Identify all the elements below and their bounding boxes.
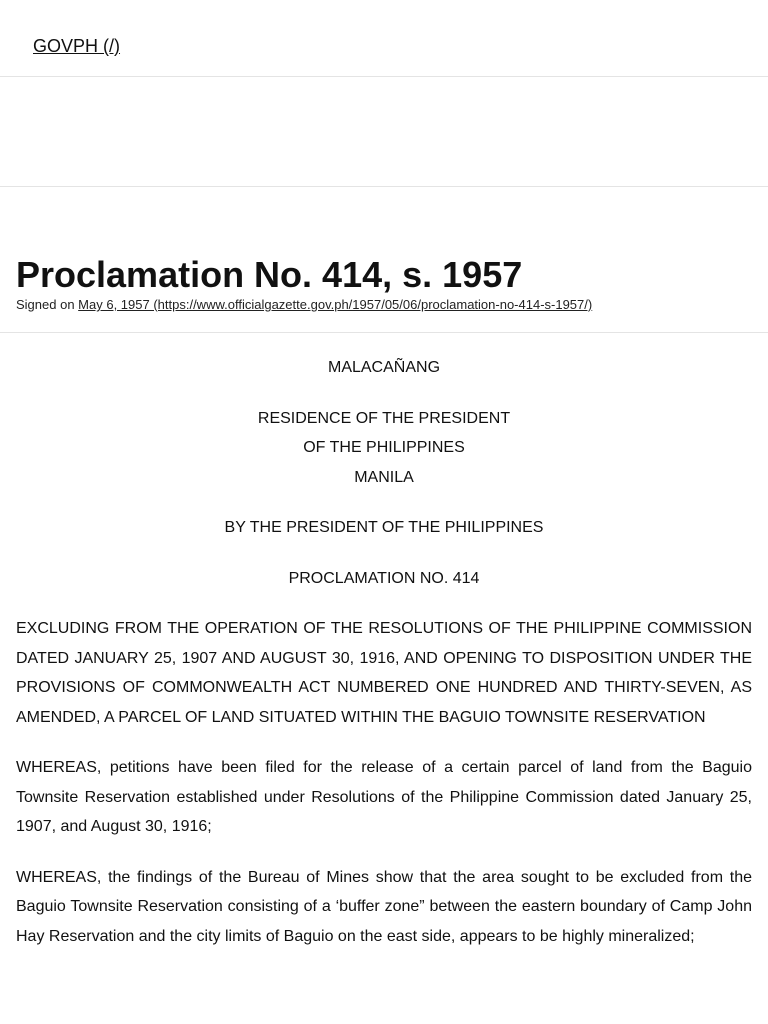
title-block (0, 187, 768, 333)
signed-date (16, 297, 752, 313)
malacanang-text: MALACAÑANG (327, 359, 441, 376)
malacanang-heading (16, 353, 752, 383)
residence-line-3: MANILA (354, 468, 414, 486)
top-bar (0, 0, 768, 77)
proclamation-number-text: PROCLAMATION NO. 414 (288, 569, 480, 587)
document-body (0, 333, 768, 951)
signed-prefix: Signed on (16, 297, 79, 312)
signed-date-link[interactable]: May 6, 1957 (https://www.officialgazette.gov.ph/1957/05/06/proclamation-no-414-s-1957/) (78, 297, 593, 312)
whereas-paragraph-2: WHEREAS, the findings of the Bureau of Mines show that the area sought to be excluded from the Baguio Townsite Reservation consisting of a ‘buffer zone” between the eastern boundary of Camp John Hay Reservation and the city limits of Baguio on the east side, appears to be highly mineralized; (16, 868, 752, 945)
whereas-paragraph-1: WHEREAS, petitions have been filed for the release of a certain parcel of land from the Baguio Townsite Reservation established under Resolutions of the Philippine Commission dated January 25, 1907, and August 30, 1916; (16, 759, 752, 835)
proclamation-number (16, 564, 752, 594)
page-title: Proclamation No. 414, s. 1957 (16, 254, 523, 295)
by-president-heading (16, 513, 752, 543)
banner-area (0, 77, 768, 187)
residence-line-2: OF THE PHILIPPINES (303, 439, 465, 456)
residence-block (16, 404, 752, 493)
govph-home-link[interactable]: GOVPH (/) (33, 36, 121, 56)
by-president-text: BY THE PRESIDENT OF THE PHILIPPINES (224, 519, 544, 536)
residence-line-1: RESIDENCE OF THE PRESIDENT (257, 409, 511, 427)
proclamation-heading: EXCLUDING FROM THE OPERATION OF THE RESOLUTIONS OF THE PHILIPPINE COMMISSION DATED JANUARY 25, 1907 AND AUGUST 30, 1916, AND OPENING TO DISPOSITION UNDER THE PROVISIONS OF COMMONWEALTH ACT NUMBERED ONE HUNDRED AND THIRTY-SEVEN, AS AMENDED, A PARCEL OF LAND SITUATED WITHIN THE BAGUIO TOWNSITE RESERVATION (16, 620, 752, 726)
